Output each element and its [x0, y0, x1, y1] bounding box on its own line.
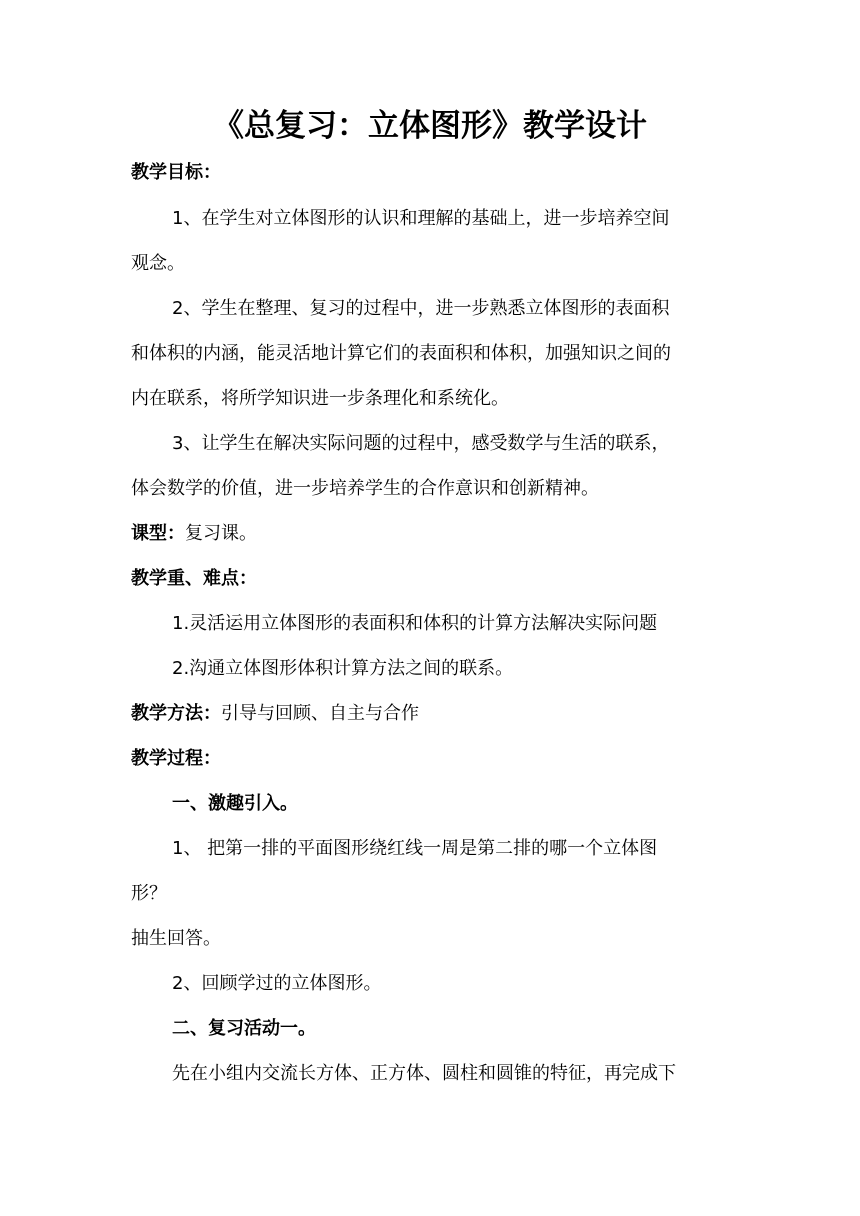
section-2-line-1: 先在小组内交流长方体、正方体、圆柱和圆锥的特征，再完成下: [172, 1063, 676, 1084]
key-point-2: 2.沟通立体图形体积计算方法之间的联系。: [172, 658, 514, 679]
objectives-heading: 教学目标：: [131, 162, 221, 183]
document-title: 《总复习：立体图形》教学设计: [213, 108, 647, 144]
key-points-heading: 教学重、难点：: [131, 568, 257, 589]
objective-1-line-2: 观念。: [131, 253, 185, 274]
objective-2-line-2: 和体积的内涵，能灵活地计算它们的表面积和体积，加强知识之间的: [131, 343, 671, 364]
process-heading: 教学过程：: [131, 748, 221, 769]
section-1-item-2: 2、回顾学过的立体图形。: [172, 973, 382, 994]
lesson-type-label: 课型：: [131, 523, 185, 544]
section-1-answer: 抽生回答。: [131, 928, 221, 949]
methods-label: 教学方法：: [131, 703, 221, 724]
objective-2-line-3: 内在联系，将所学知识进一步条理化和系统化。: [131, 388, 509, 409]
section-1-item-1-line-2: 形？: [131, 883, 167, 904]
section-2-heading: 二、复习活动一。: [172, 1018, 316, 1039]
objective-1-line-1: 1、在学生对立体图形的认识和理解的基础上，进一步培养空间: [172, 208, 670, 229]
key-point-1: 1.灵活运用立体图形的表面积和体积的计算方法解决实际问题: [172, 613, 658, 634]
teaching-methods: [131, 701, 419, 727]
lesson-type-value: 复习课。: [185, 523, 257, 544]
section-1-heading: 一、激趣引入。: [172, 793, 298, 814]
section-1-item-1-line-1: 1、 把第一排的平面图形绕红线一周是第二排的哪一个立体图: [172, 838, 658, 859]
objective-2-line-1: 2、学生在整理、复习的过程中，进一步熟悉立体图形的表面积: [172, 298, 670, 319]
objective-3-line-1: 3、让学生在解决实际问题的过程中，感受数学与生活的联系，: [172, 433, 670, 454]
objective-3-line-2: 体会数学的价值，进一步培养学生的合作意识和创新精神。: [131, 478, 599, 499]
lesson-type: [131, 521, 257, 547]
methods-value: 引导与回顾、自主与合作: [221, 703, 419, 724]
